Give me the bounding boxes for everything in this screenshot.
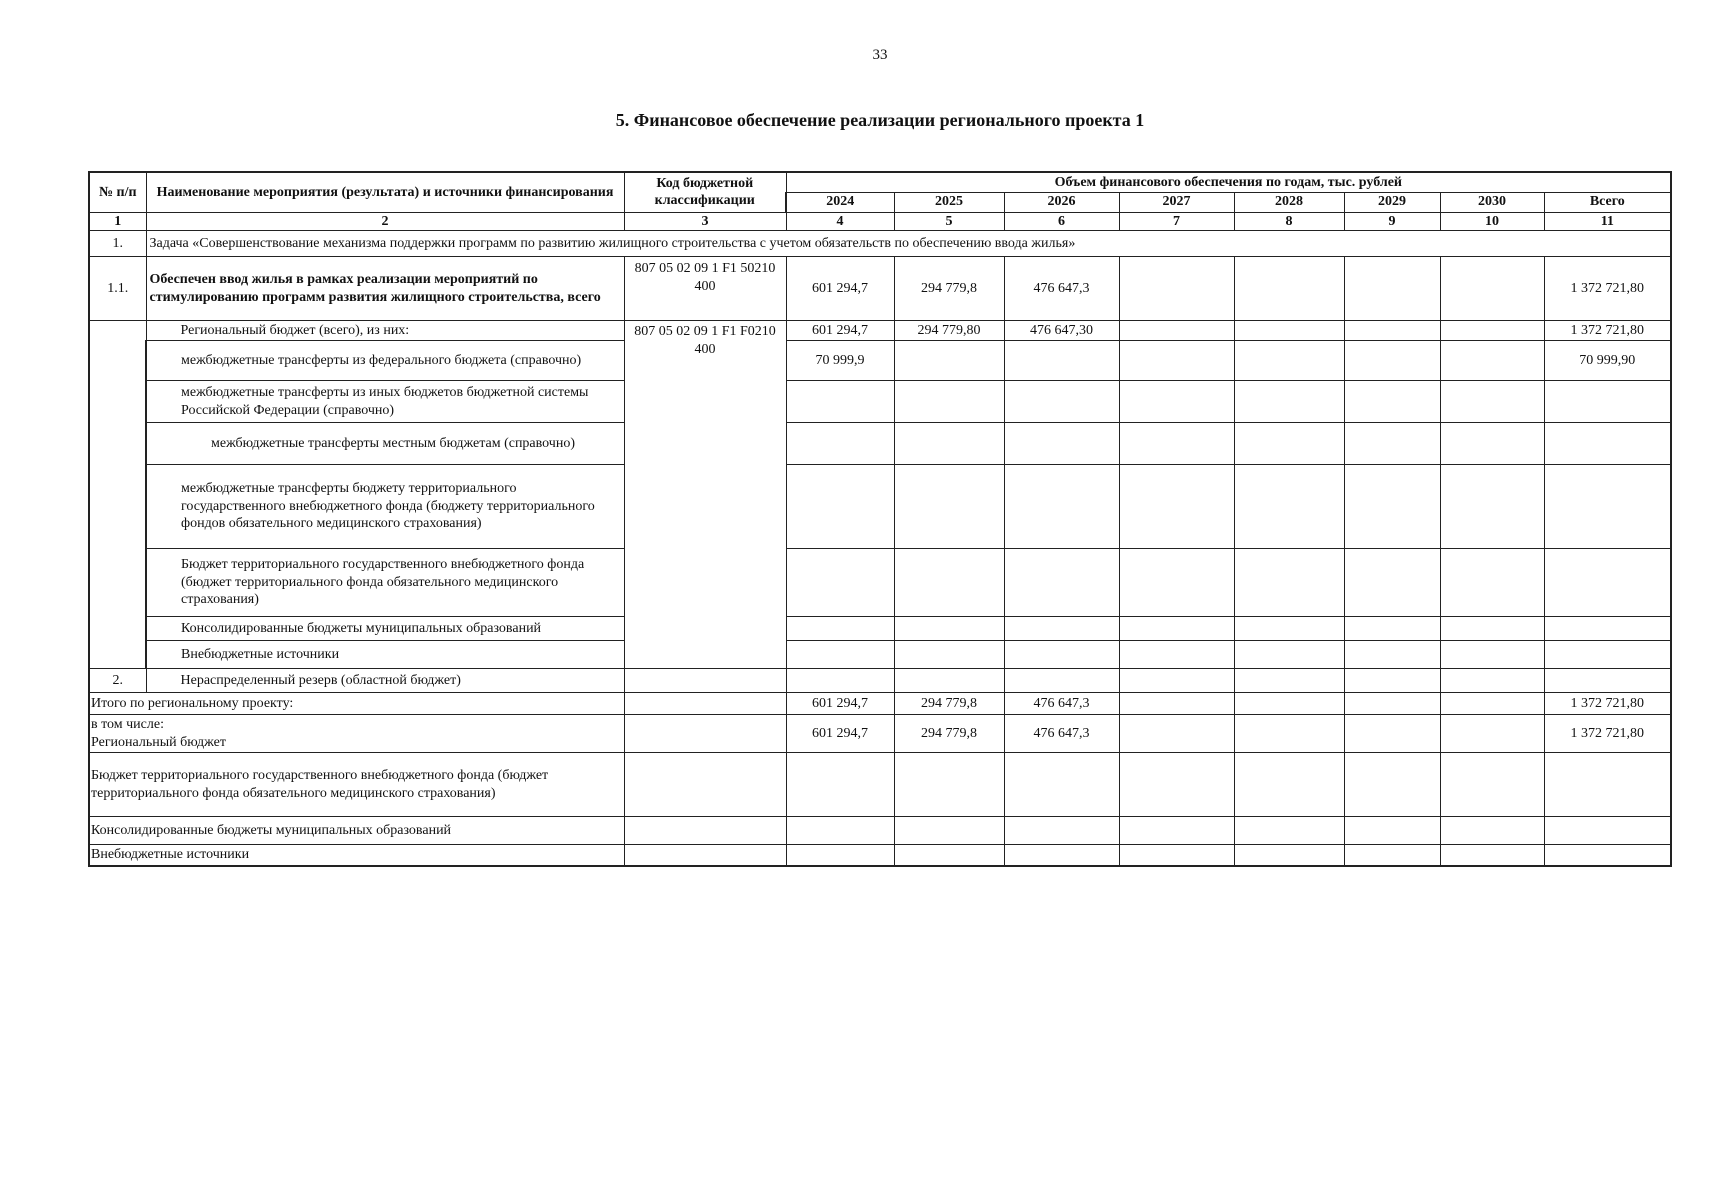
header-year: 2028 [1234,192,1344,212]
value-cell [894,465,1004,549]
value-cell [894,817,1004,845]
value-cell [894,381,1004,423]
value-cell [1234,641,1344,669]
total-cell [1544,465,1671,549]
total-name: Итого по региональному проекту: [89,693,624,715]
value-cell: 601 294,7 [786,321,894,341]
value-cell [1119,817,1234,845]
value-cell [1344,715,1440,753]
total-name-line1: в том числе: [91,717,164,732]
header-name: Наименование мероприятия (результата) и источники финансирования [146,172,624,212]
value-cell [1004,641,1119,669]
empty-code-cell [624,753,786,817]
value-cell [1004,817,1119,845]
col-number: 4 [786,212,894,231]
value-cell [1119,715,1234,753]
value-cell [1004,845,1119,866]
col-number: 7 [1119,212,1234,231]
value-cell [1440,321,1544,341]
col-number: 11 [1544,212,1671,231]
value-cell [894,845,1004,866]
source-name: Региональный бюджет (всего), из них: [146,321,624,341]
col-number: 1 [89,212,146,231]
empty-code-cell [624,693,786,715]
value-cell [1440,715,1544,753]
value-cell [1440,845,1544,866]
value-cell [1234,381,1344,423]
value-cell [1344,381,1440,423]
total-cell [1544,817,1671,845]
source-row [89,381,1671,423]
col-number: 9 [1344,212,1440,231]
value-cell [894,549,1004,617]
header-year: 2025 [894,192,1004,212]
value-cell: 476 647,3 [1004,257,1119,321]
source-code: 807 05 02 09 1 F1 F0210 400 [624,321,786,669]
task-text: Задача «Совершенствование механизма поддержки программ по развитию жилищного строительства с учетом обязательств по обеспечению ввода жилья» [146,231,1671,257]
value-cell [1234,321,1344,341]
col-number: 3 [624,212,786,231]
source-row [89,423,1671,465]
value-cell [1004,753,1119,817]
value-cell [1119,641,1234,669]
value-cell [786,669,894,693]
value-cell [1344,753,1440,817]
value-cell [1119,257,1234,321]
value-cell: 294 779,80 [894,321,1004,341]
value-cell [1440,817,1544,845]
value-cell [1234,341,1344,381]
value-cell [894,669,1004,693]
value-cell [1344,641,1440,669]
value-cell [894,423,1004,465]
reserve-row [89,669,1671,693]
total-cell: 70 999,90 [1544,341,1671,381]
source-row [89,465,1671,549]
col-number: 10 [1440,212,1544,231]
total-cell [1544,549,1671,617]
value-cell [1344,617,1440,641]
value-cell [1344,549,1440,617]
total-cell [1544,753,1671,817]
empty-code-cell [624,817,786,845]
value-cell [1344,257,1440,321]
value-cell [894,753,1004,817]
value-cell [1344,341,1440,381]
value-cell: 476 647,3 [1004,715,1119,753]
source-name: межбюджетные трансферты местным бюджетам (справочно) [146,423,624,465]
value-cell [1004,669,1119,693]
value-cell [1119,381,1234,423]
task-row [89,231,1671,257]
total-cell [1544,381,1671,423]
value-cell: 601 294,7 [786,715,894,753]
total-cell [1544,845,1671,866]
total-cell: 1 372 721,80 [1544,321,1671,341]
value-cell [1344,845,1440,866]
total-name: Консолидированные бюджеты муниципальных образований [89,817,624,845]
measure-row [89,257,1671,321]
section-title: 5. Финансовое обеспечение реализации регионального проекта 1 [615,110,1145,130]
total-row [89,753,1671,817]
value-cell: 70 999,9 [786,341,894,381]
total-name-line2: Региональный бюджет [91,734,226,750]
value-cell [1119,341,1234,381]
header-year: 2026 [1004,192,1119,212]
value-cell [1440,381,1544,423]
value-cell [1234,715,1344,753]
value-cell [1440,423,1544,465]
header-num: № п/п [89,172,146,212]
empty-code-cell [624,845,786,866]
empty-code-cell [624,669,786,693]
source-row [89,549,1671,617]
value-cell [1234,465,1344,549]
value-cell: 476 647,3 [1004,693,1119,715]
header-year: 2024 [786,192,894,212]
source-name: межбюджетные трансферты из иных бюджетов бюджетной системы Российской Федерации (справочно) [146,381,624,423]
value-cell [1119,321,1234,341]
col-number: 8 [1234,212,1344,231]
total-cell: 1 372 721,80 [1544,715,1671,753]
value-cell [1234,845,1344,866]
financing-table [88,171,1672,867]
value-cell [786,465,894,549]
value-cell [786,423,894,465]
source-name: Консолидированные бюджеты муниципальных образований [146,617,624,641]
empty-code-cell [624,715,786,753]
value-cell [1234,549,1344,617]
reserve-name: Нераспределенный резерв (областной бюджет) [146,669,624,693]
source-row [89,341,1671,381]
header-volume: Объем финансового обеспечения по годам, тыс. рублей [786,172,1671,192]
total-name: Бюджет территориального государственного внебюджетного фонда (бюджет территориального фонда обязательного медицинского страхования) [89,753,624,817]
value-cell [1440,753,1544,817]
total-row [89,693,1671,715]
value-cell [1440,693,1544,715]
value-cell [894,617,1004,641]
value-cell [1344,423,1440,465]
value-cell [1344,321,1440,341]
measure-name: Обеспечен ввод жилья в рамках реализации мероприятий по стимулированию программ развития жилищного строительства, всего [146,257,624,321]
source-name: межбюджетные трансферты из федерального бюджета (справочно) [146,341,624,381]
total-row [89,817,1671,845]
value-cell [1119,669,1234,693]
value-cell: 294 779,8 [894,693,1004,715]
col-number: 6 [1004,212,1119,231]
value-cell [1344,693,1440,715]
value-cell [1119,693,1234,715]
value-cell [1344,669,1440,693]
total-row [89,715,1671,753]
value-cell [786,753,894,817]
value-cell [1344,465,1440,549]
source-row [89,617,1671,641]
value-cell [1440,669,1544,693]
value-cell [894,641,1004,669]
source-name: межбюджетные трансферты бюджету территориального государственного внебюджетного фонда (бюджету территориального фондов обязательного медицинского страхования) [146,465,624,549]
total-cell [1544,423,1671,465]
value-cell [894,341,1004,381]
total-name: Внебюджетные источники [89,845,624,866]
value-cell [1004,423,1119,465]
empty-num-cell [89,321,146,669]
total-cell: 1 372 721,80 [1544,693,1671,715]
value-cell [1234,617,1344,641]
value-cell [1004,549,1119,617]
source-row [89,321,1671,341]
value-cell: 294 779,8 [894,715,1004,753]
value-cell [1440,641,1544,669]
value-cell [1119,617,1234,641]
header-total: Всего [1544,192,1671,212]
col-number: 2 [146,212,624,231]
value-cell [1119,549,1234,617]
value-cell [1234,669,1344,693]
total-row [89,845,1671,866]
value-cell [786,381,894,423]
value-cell [1234,693,1344,715]
value-cell: 601 294,7 [786,693,894,715]
total-cell [1544,669,1671,693]
total-cell [1544,617,1671,641]
value-cell [1440,549,1544,617]
value-cell [1004,465,1119,549]
value-cell [1119,423,1234,465]
source-name: Бюджет территориального государственного внебюджетного фонда (бюджет территориального фонда обязательного медицинского страхования) [146,549,624,617]
value-cell [786,817,894,845]
source-row [89,641,1671,669]
header-year: 2030 [1440,192,1544,212]
value-cell [1234,753,1344,817]
value-cell [786,617,894,641]
value-cell [1004,381,1119,423]
value-cell [1440,465,1544,549]
task-num: 1. [89,231,146,257]
value-cell [786,549,894,617]
value-cell [786,641,894,669]
header-code: Код бюджетной классификации [624,172,786,212]
value-cell [1234,817,1344,845]
value-cell [1119,753,1234,817]
header-year: 2027 [1119,192,1234,212]
value-cell [1119,845,1234,866]
reserve-num: 2. [89,669,146,693]
total-cell [1544,641,1671,669]
value-cell [1004,617,1119,641]
value-cell [1119,465,1234,549]
source-name: Внебюджетные источники [146,641,624,669]
value-cell [1440,341,1544,381]
measure-num: 1.1. [89,257,146,321]
value-cell [1234,257,1344,321]
value-cell: 476 647,30 [1004,321,1119,341]
column-numbers-row [89,212,1671,231]
value-cell [1234,423,1344,465]
value-cell [1344,817,1440,845]
value-cell [1004,341,1119,381]
value-cell [1440,617,1544,641]
header-year: 2029 [1344,192,1440,212]
value-cell [786,845,894,866]
value-cell [1440,257,1544,321]
value-cell: 601 294,7 [786,257,894,321]
total-cell: 1 372 721,80 [1544,257,1671,321]
value-cell: 294 779,8 [894,257,1004,321]
total-name [89,715,624,753]
col-number: 5 [894,212,1004,231]
measure-code: 807 05 02 09 1 F1 50210 400 [624,257,786,321]
page-number: 33 [872,47,888,63]
